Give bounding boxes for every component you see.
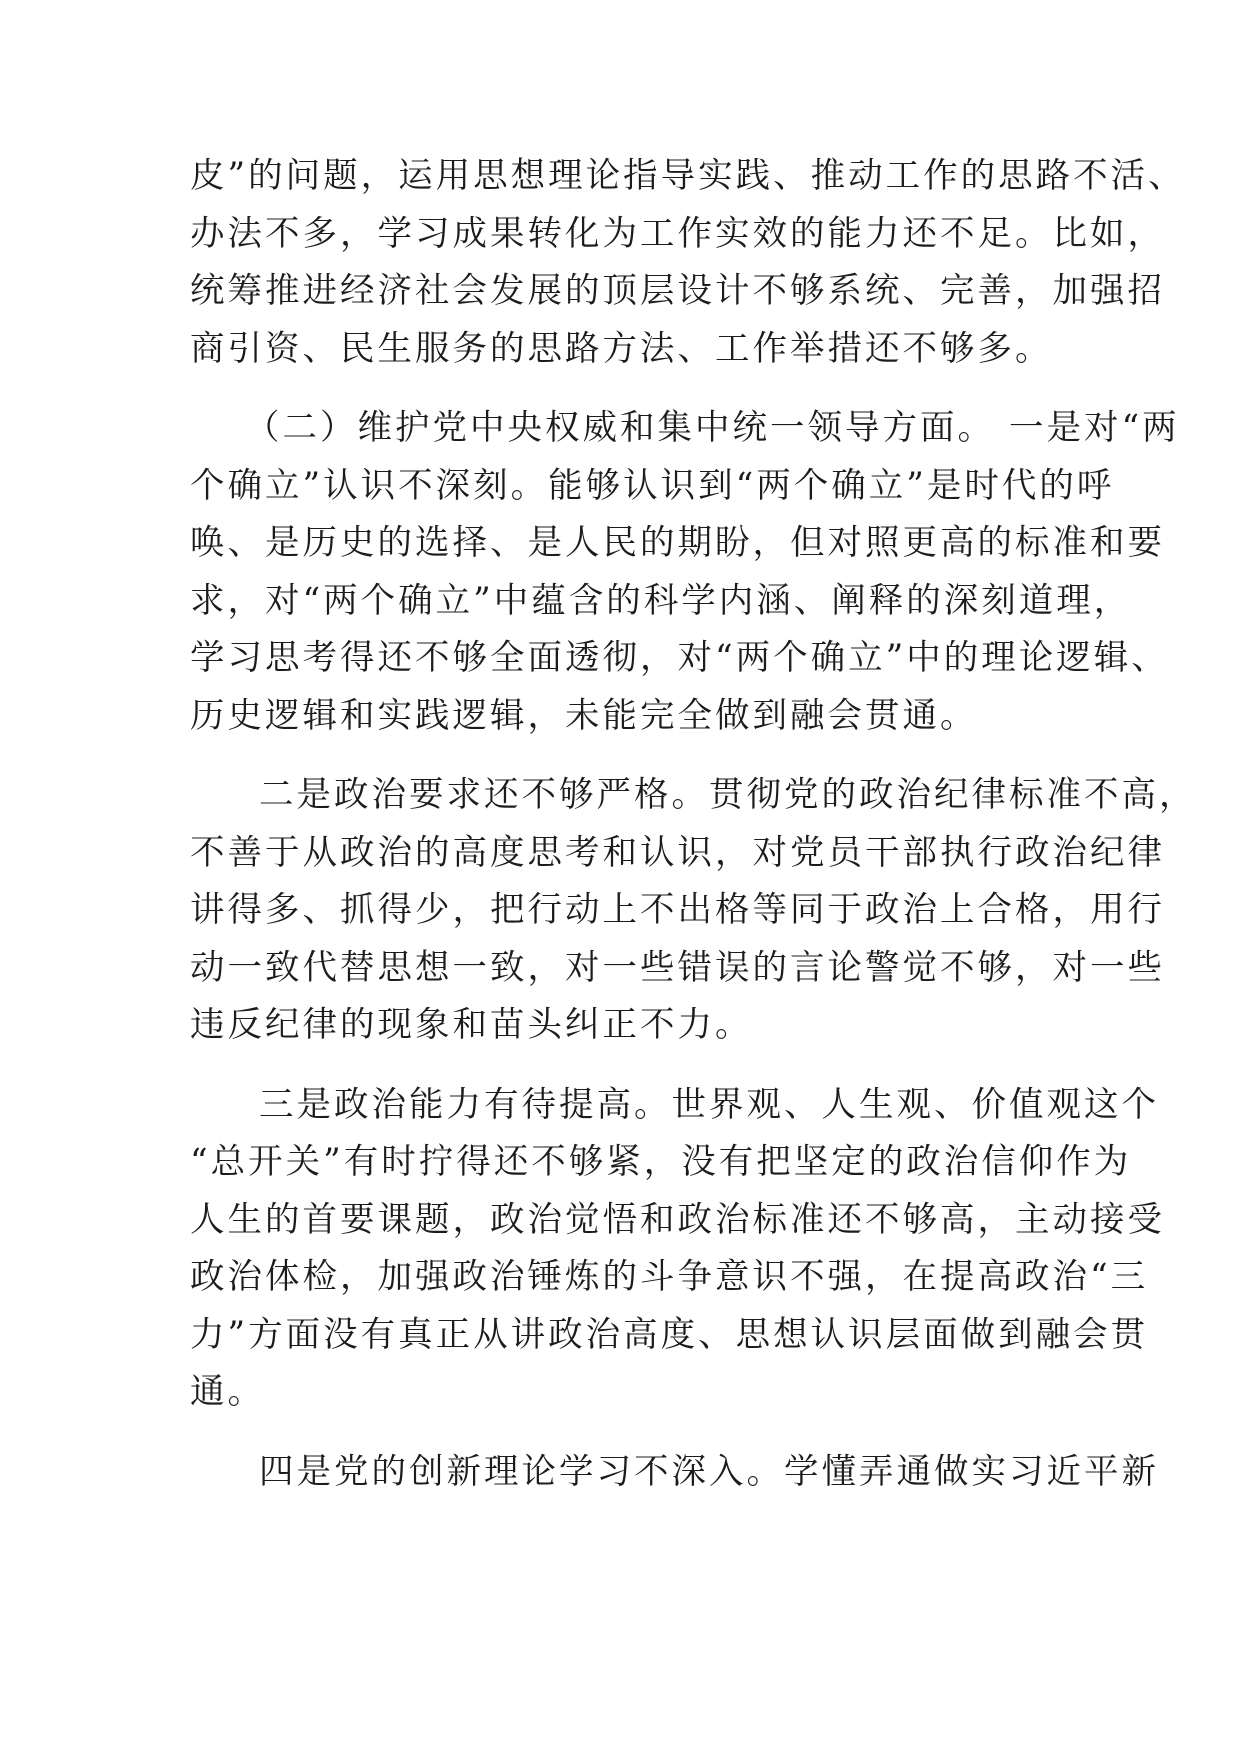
text-line: 个确立”认识不深刻。能够认识到“两个确立”是时代的呼 (190, 465, 1115, 506)
text-line: 四是党的创新理论学习不深入。学懂弄通做实习近平新 (259, 1451, 1159, 1492)
text-line: 政治体检，加强政治锤炼的斗争意识不强，在提高政治“三 (190, 1257, 1149, 1297)
text-line: 历史逻辑和实践逻辑，未能完全做到融会贯通。 (190, 695, 978, 736)
paragraph-4 (190, 1077, 1165, 1422)
text-line: 办法不多，学习成果转化为工作实效的能力还不足。比如， (190, 213, 1165, 254)
text-line: 唤、是历史的选择、是人民的期盼，但对照更高的标准和要 (190, 523, 1165, 563)
text-line: 求，对“两个确立”中蕴含的科学内涵、阐释的深刻道理， (190, 580, 1132, 621)
text-line: 商引资、民生服务的思路方法、工作举措还不够多。 (190, 328, 1053, 369)
text-line: 人生的首要课题，政治觉悟和政治标准还不够高，主动接受 (190, 1199, 1165, 1240)
text-line: 学习思考得还不够全面透彻，对“两个确立”中的理论逻辑、 (190, 638, 1169, 678)
text-line: 违反纪律的现象和苗头纠正不力。 (190, 1005, 753, 1045)
text-line: 统筹推进经济社会发展的顶层设计不够系统、完善，加强招 (190, 271, 1165, 311)
text-line: 皮”的问题，运用思想理论指导实践、推动工作的思路不活、 (190, 156, 1186, 196)
text-line: 三是政治能力有待提高。世界观、人生观、价值观这个 (259, 1084, 1159, 1125)
paragraph-2 (190, 400, 1180, 745)
paragraph-3 (190, 767, 1197, 1055)
text-line: 不善于从政治的高度思考和认识，对党员干部执行政治纪律 (190, 832, 1165, 873)
text-line: 讲得多、抓得少，把行动上不出格等同于政治上合格，用行 (190, 890, 1165, 930)
section-heading-line: （二）维护党中央权威和集中统一领导方面。 一是对“两 (245, 408, 1180, 448)
text-line: 动一致代替思想一致，对一些错误的言论警觉不够，对一些 (190, 947, 1165, 988)
document-body (190, 148, 1197, 1523)
paragraph-5 (190, 1444, 1159, 1502)
text-line: 二是政治要求还不够严格。贯彻党的政治纪律标准不高， (259, 775, 1197, 815)
text-line: 力”方面没有真正从讲政治高度、思想认识层面做到融会贯 (190, 1314, 1149, 1355)
paragraph-1 (190, 148, 1186, 378)
text-line: “总开关”有时拧得还不够紧，没有把坚定的政治信仰作为 (190, 1142, 1132, 1182)
text-line: 通。 (190, 1372, 265, 1412)
